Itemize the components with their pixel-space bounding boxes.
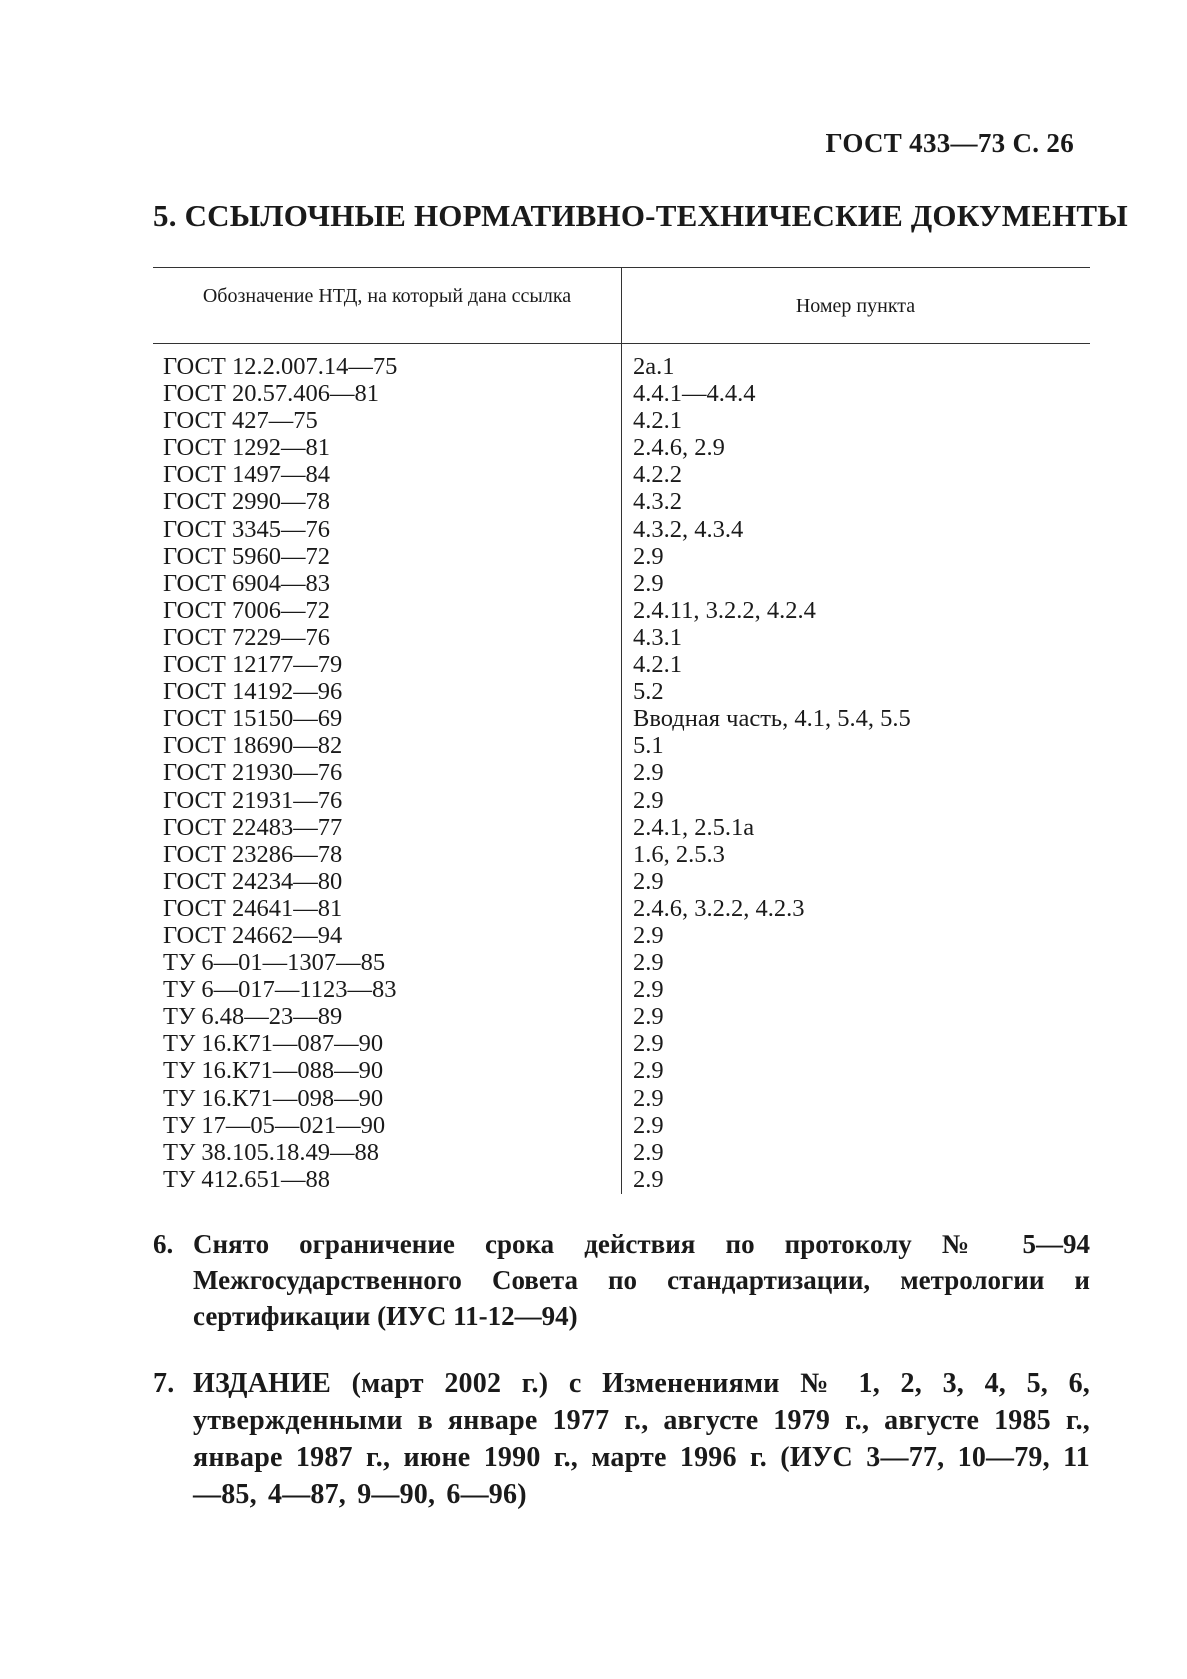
table-row [153, 570, 1090, 597]
table-row [153, 380, 1090, 407]
document-designation: ТУ 6—017—1123—83 [163, 976, 397, 1004]
table-row [153, 1139, 1090, 1166]
table-row [153, 1003, 1090, 1030]
clause-number: 2.9 [633, 1030, 664, 1058]
document-designation: ГОСТ 1497—84 [163, 461, 330, 489]
column-header-designation: Обозначение НТД, на который дана ссылка [202, 285, 572, 307]
table-row [153, 516, 1090, 543]
document-designation: ГОСТ 20.57.406—81 [163, 380, 379, 408]
clause-number: 2.9 [633, 786, 664, 814]
document-designation: ГОСТ 21931—76 [163, 786, 343, 814]
clause-number: 1.6, 2.5.3 [633, 840, 725, 868]
table-row [153, 759, 1090, 786]
table-row [153, 949, 1090, 976]
document-designation: ГОСТ 23286—78 [163, 840, 343, 868]
document-designation: ГОСТ 2990—78 [163, 488, 330, 516]
document-designation: ТУ 16.К71—088—90 [163, 1057, 384, 1085]
table-row [153, 353, 1090, 380]
document-designation: ТУ 16.К71—098—90 [163, 1084, 384, 1112]
document-designation: ГОСТ 24641—81 [163, 894, 343, 922]
document-designation: ГОСТ 6904—83 [163, 569, 330, 597]
table-row [153, 543, 1090, 570]
document-designation: ГОСТ 1292—81 [163, 434, 330, 462]
table-row [153, 732, 1090, 759]
document-designation: ГОСТ 427—75 [163, 407, 318, 435]
clause-number: 2.9 [633, 1111, 664, 1139]
clause-number: 4.3.2 [633, 488, 682, 516]
clause-number: 2.9 [633, 542, 664, 570]
table-row [153, 597, 1090, 624]
document-designation: ТУ 412.651—88 [163, 1165, 331, 1193]
section-7-number: 7. [153, 1368, 175, 1399]
section-7-edition [153, 1365, 1090, 1513]
document-designation: ГОСТ 15150—69 [163, 705, 343, 733]
table-row [153, 787, 1090, 814]
table-row [153, 1057, 1090, 1084]
document-designation: ГОСТ 14192—96 [163, 678, 343, 706]
clause-number: 2.9 [633, 949, 664, 977]
section-6-note [153, 1226, 1090, 1334]
document-designation: ГОСТ 24234—80 [163, 867, 343, 895]
table-row [153, 1112, 1090, 1139]
clause-number: 4.2.1 [633, 407, 682, 435]
document-designation: ТУ 16.К71—087—90 [163, 1030, 384, 1058]
document-designation: ГОСТ 7229—76 [163, 623, 330, 651]
clause-number: 4.4.1—4.4.4 [633, 380, 756, 408]
document-designation: ТУ 6—01—1307—85 [163, 949, 386, 977]
document-designation: ТУ 38.105.18.49—88 [163, 1138, 380, 1166]
document-designation: ГОСТ 12.2.007.14—75 [163, 353, 398, 380]
document-designation: ТУ 6.48—23—89 [163, 1003, 343, 1031]
table-row [153, 922, 1090, 949]
section-5-title: 5. ССЫЛОЧНЫЕ НОРМАТИВНО-ТЕХНИЧЕСКИЕ ДОКУМЕНТЫ [153, 198, 1128, 233]
clause-number: 4.3.2, 4.3.4 [633, 515, 744, 543]
clause-number: 2.9 [633, 921, 664, 949]
table-row [153, 1030, 1090, 1057]
clause-number: 5.2 [633, 678, 664, 706]
document-designation: ГОСТ 21930—76 [163, 759, 343, 787]
page-header-reference: ГОСТ 433—73 С. 26 [825, 128, 1074, 158]
document-designation: ГОСТ 5960—72 [163, 542, 330, 570]
table-row [153, 841, 1090, 868]
clause-number: 2.4.11, 3.2.2, 4.2.4 [633, 596, 816, 624]
document-designation: ГОСТ 7006—72 [163, 596, 330, 624]
clause-number: 2.9 [633, 1084, 664, 1112]
table-body [153, 353, 1090, 1193]
table-row [153, 407, 1090, 434]
clause-number: 4.3.1 [633, 623, 682, 651]
clause-number: 2.9 [633, 569, 664, 597]
document-designation: ГОСТ 3345—76 [163, 515, 330, 543]
table-row [153, 651, 1090, 678]
clause-number: 2.4.1, 2.5.1а [633, 813, 755, 841]
document-designation: ГОСТ 18690—82 [163, 732, 343, 760]
clause-number: 4.2.1 [633, 651, 682, 679]
table-row [153, 434, 1090, 461]
clause-number: 2.9 [633, 976, 664, 1004]
table-row [153, 814, 1090, 841]
clause-number: 2.9 [633, 1003, 664, 1031]
clause-number: 2.9 [633, 1165, 664, 1193]
clause-number: 4.2.2 [633, 461, 682, 489]
clause-number: 2.9 [633, 867, 664, 895]
clause-number: 5.1 [633, 732, 664, 760]
document-designation: ГОСТ 12177—79 [163, 651, 343, 679]
table-row [153, 895, 1090, 922]
document-designation: ГОСТ 22483—77 [163, 813, 343, 841]
clause-number: 2.9 [633, 759, 664, 787]
clause-number: 2.4.6, 2.9 [633, 434, 725, 462]
table-row [153, 868, 1090, 895]
section-6-number: 6. [153, 1229, 174, 1259]
table-row [153, 976, 1090, 1003]
clause-number: 2а.1 [633, 353, 675, 380]
table-row [153, 624, 1090, 651]
table-row [153, 1085, 1090, 1112]
section-7-text: ИЗДАНИЕ (март 2002 г.) с Изменениями № 1, 2, 3, 4, 5, 6, утвержденными в январе 1977 г., августе 1979 г., августе 1985 г., январе 1987 г., июне 1990 г., марте 1996 г. (ИУС 3—77, 10—79, 11—85, 4—87, 9—90, 6—96) [193, 1368, 1090, 1510]
section-6-text: Снято ограничение срока действия по протоколу № 5—94 Межгосударственного Совета по стандартизации, метрологии и сертификации (ИУС 11-12—94) [193, 1229, 1090, 1331]
clause-number: Вводная часть, 4.1, 5.4, 5.5 [633, 705, 911, 733]
table-row [153, 705, 1090, 732]
document-designation: ГОСТ 24662—94 [163, 921, 343, 949]
clause-number: 2.9 [633, 1057, 664, 1085]
document-designation: ТУ 17—05—021—90 [163, 1111, 386, 1139]
column-header-clause: Номер пункта [795, 295, 916, 317]
table-row [153, 1166, 1090, 1193]
clause-number: 2.4.6, 3.2.2, 4.2.3 [633, 894, 805, 922]
clause-number: 2.9 [633, 1138, 664, 1166]
table-row [153, 678, 1090, 705]
table-row [153, 461, 1090, 488]
table-row [153, 488, 1090, 515]
